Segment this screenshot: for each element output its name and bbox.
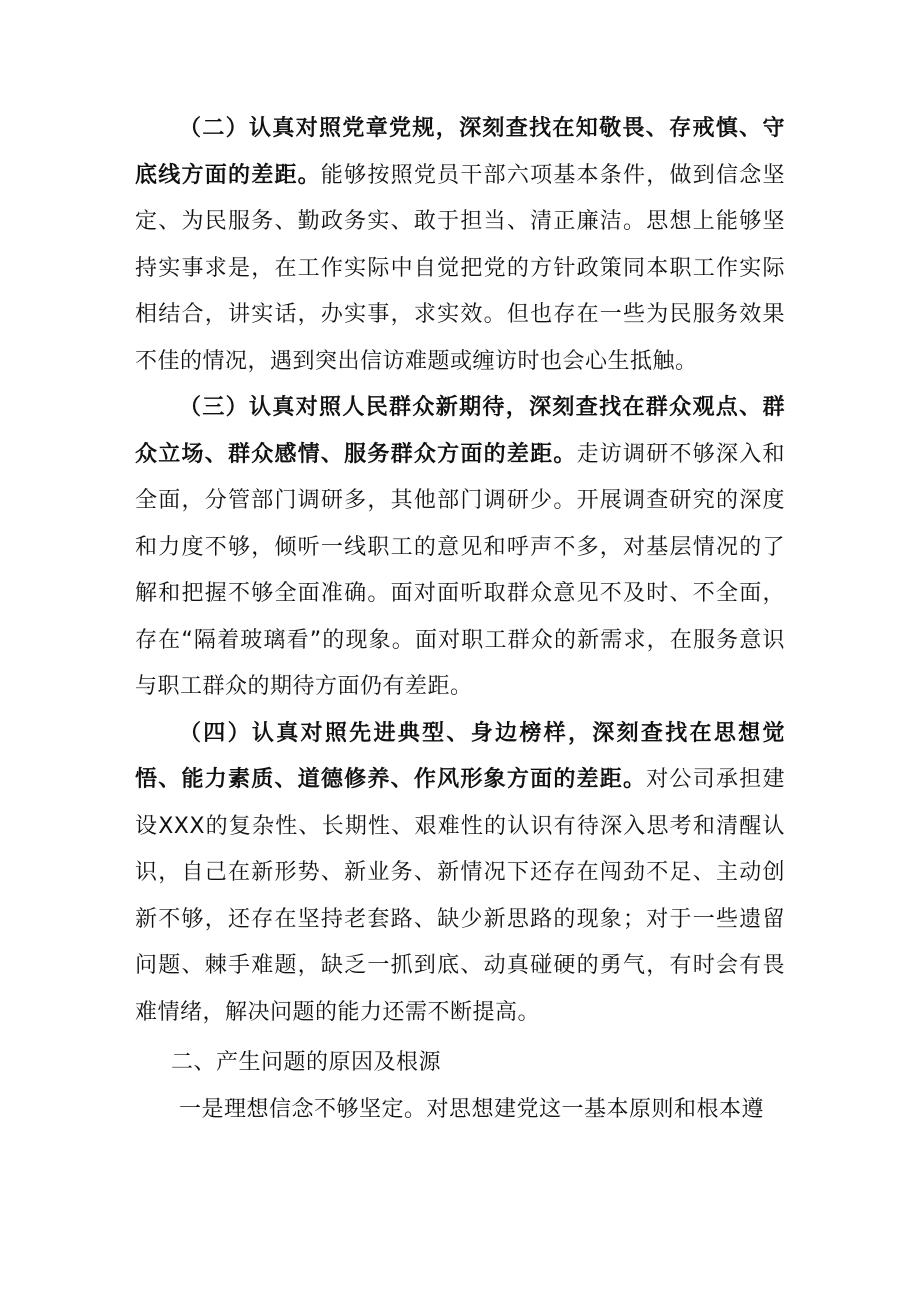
document-body bbox=[135, 106, 785, 1133]
paragraph-reason-1: 一是理想信念不够坚定。对思想建党这一基本原则和根本遵 bbox=[179, 1096, 765, 1122]
paragraph-2-lead: （二）认真对照党章党规，深刻查找在知敬畏、存戒慎、守底线方面的差距。 bbox=[135, 116, 785, 188]
paragraph-2-body: 能够按照党员干部六项基本条件，做到信念坚定、为民服务、勤政务实、敢于担当、清正廉洁。思想上能够坚持实事求是，在工作实际中自觉把党的方针政策同本职工作实际相结合，讲实话，办实事，求实效。但也存在一些为民服务效果不佳的情况，遇到突出信访难题或缠访时也会心生抵触。 bbox=[135, 162, 785, 374]
paragraph-4-lead: （四）认真对照先进典型、身边榜样，深刻查找在思想觉悟、能力素质、道德修养、作风形象方面的差距。 bbox=[135, 720, 785, 792]
paragraph-3 bbox=[135, 385, 785, 711]
paragraph-3-lead: （三）认真对照人民群众新期待，深刻查找在群众观点、群众立场、群众感情、服务群众方面的差距。 bbox=[135, 395, 785, 467]
paragraph-4 bbox=[135, 711, 785, 1037]
section-heading: 二、产生问题的原因及根源 bbox=[171, 1050, 442, 1075]
paragraph-4-body: 对公司承担建设XXX的复杂性、长期性、艰难性的认识有待深入思考和清醒认识，自己在新形势、新业务、新情况下还存在闯劲不足、主动创新不够，还存在坚持老套路、缺少新思路的现象；对于一些遗留问题、棘手难题，缺乏一抓到底、动真碰硬的勇气，有时会有畏难情绪，解决问题的能力还需不断提高。 bbox=[135, 767, 785, 1025]
paragraph-3-body: 走访调研不够深入和全面，分管部门调研多，其他部门调研少。开展调查研究的深度和力度不够，倾听一线职工的意见和呼声不多，对基层情况的了解和把握不够全面准确。面对面听取群众意见不及时、不全面，存在“隔着玻璃看”的现象。面对职工群众的新需求，在服务意识与职工群众的期待方面仍有差距。 bbox=[135, 441, 785, 699]
paragraph-2 bbox=[135, 106, 785, 385]
